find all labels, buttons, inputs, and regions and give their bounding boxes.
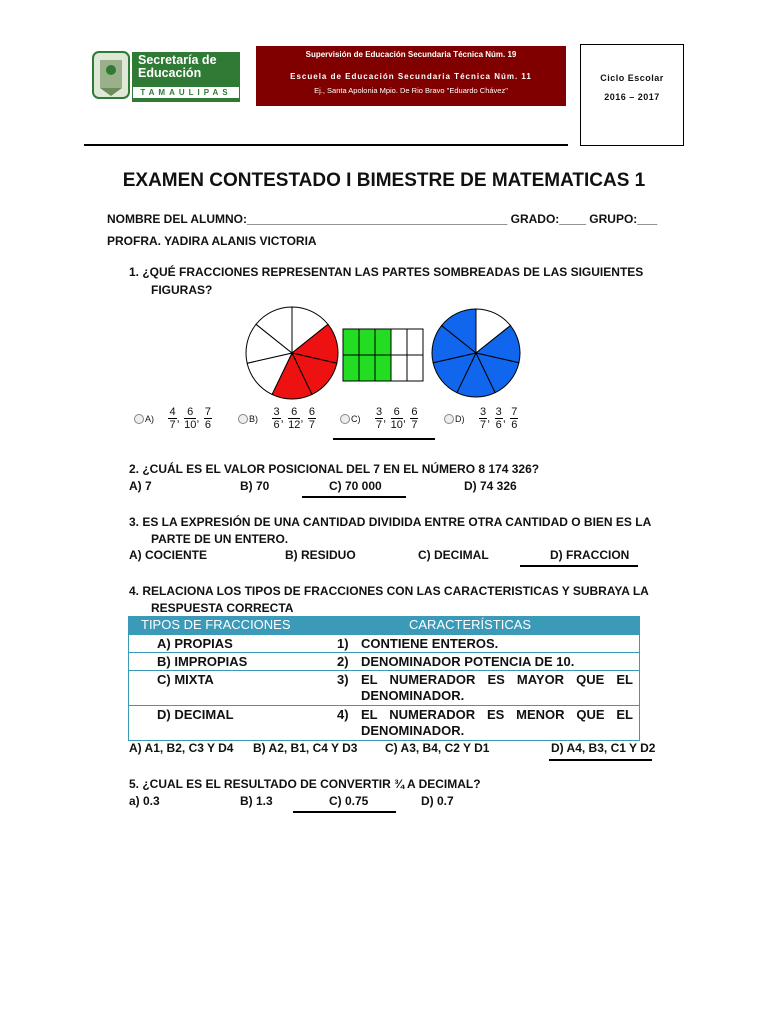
coat-of-arms-icon	[90, 46, 134, 104]
q2-option-a[interactable]: A) 7	[129, 479, 152, 493]
cycle-label: Ciclo Escolar	[600, 73, 664, 83]
cycle-box	[580, 44, 684, 146]
q5-option-b[interactable]: B) 1.3	[240, 794, 273, 808]
q3-text: 3. ES LA EXPRESIÓN DE UNA CANTIDAD DIVIDIDA ENTRE OTRA CANTIDAD O BIEN ES LA	[129, 515, 652, 529]
tamaulipas-logo	[90, 46, 242, 104]
fractions-table	[128, 616, 640, 741]
q5-option-d[interactable]: D) 0.7	[421, 794, 454, 808]
circle-figure-blue	[430, 307, 522, 399]
answer-underline-q5	[293, 811, 396, 813]
table-header	[129, 617, 639, 634]
q1-option-d[interactable]: D) $\frac{3}{7}$ , $\frac{3}{6}$ , $\frac{7}{6}$	[444, 406, 518, 431]
logo-line1: Secretaría de	[138, 53, 217, 67]
q5-option-a[interactable]: a) 0.3	[129, 794, 160, 808]
q3-option-d[interactable]: D) FRACCION	[550, 548, 630, 562]
radio-d[interactable]	[444, 414, 454, 424]
header-divider	[84, 144, 568, 146]
grid-cell	[343, 355, 359, 381]
school-line2: Escuela de Educación Secundaria Técnica Núm. 11	[290, 72, 532, 81]
q1-text-cont: FIGURAS?	[151, 283, 213, 297]
q3-option-c[interactable]: C) DECIMAL	[418, 548, 489, 562]
table-row: B) IMPROPIAS 2) DENOMINADOR POTENCIA DE 10.	[129, 652, 639, 670]
q5-option-c[interactable]: C) 0.75	[329, 794, 369, 808]
q4-text-cont: RESPUESTA CORRECTA	[151, 601, 294, 615]
teacher-line: PROFRA. YADIRA ALANIS VICTORIA	[107, 234, 317, 248]
logo-band: TAMAULIPAS	[132, 86, 240, 99]
q4-option-b[interactable]: B) A2, B1, C4 Y D3	[253, 741, 358, 755]
answer-underline-q2	[302, 496, 406, 498]
grid-cell	[391, 355, 407, 381]
q3-option-b[interactable]: B) RESIDUO	[285, 548, 356, 562]
q4-option-a[interactable]: A) A1, B2, C3 Y D4	[129, 741, 234, 755]
student-line: NOMBRE DEL ALUMNO:_______________________________________ GRADO:____ GRUPO:___	[107, 212, 658, 226]
q2-text: 2. ¿CUÁL ES EL VALOR POSICIONAL DEL 7 EN EL NÚMERO 8 174 326?	[129, 462, 540, 476]
school-line3: Ej., Santa Apolonia Mpio. De Rio Bravo "Eduardo Chávez"	[314, 86, 508, 95]
radio-c[interactable]	[340, 414, 350, 424]
q1-text: 1. ¿QUÉ FRACCIONES REPRESENTAN LAS PARTES SOMBREADAS DE LAS SIGUIENTES	[129, 265, 644, 279]
grid-cell	[375, 329, 391, 355]
q1-option-a[interactable]: A) $\frac{4}{7}$ , $\frac{6}{10}$ , $\frac{7}{6}$	[134, 406, 212, 431]
q4-option-c[interactable]: C) A3, B4, C2 Y D1	[385, 741, 490, 755]
school-banner	[256, 46, 566, 106]
table-row: C) MIXTA 3) EL NUMERADOR ES MAYOR QUE EL DENOMINADOR.	[129, 670, 639, 705]
q1-options	[134, 406, 554, 436]
grid-cell	[359, 355, 375, 381]
school-line1: Supervisión de Educación Secundaria Técnica Núm. 19	[305, 50, 517, 59]
q2-option-c[interactable]: C) 70 000	[329, 479, 382, 493]
table-header-features: CARACTERÍSTICAS	[409, 617, 532, 632]
radio-a[interactable]	[134, 414, 144, 424]
answer-underline-q3	[520, 565, 638, 567]
q2-option-d[interactable]: D) 74 326	[464, 479, 517, 493]
cycle-years: 2016 – 2017	[604, 92, 660, 102]
grid-cell	[343, 329, 359, 355]
grid-cell	[407, 329, 423, 355]
q5-text: 5. ¿CUAL ES EL RESULTADO DE CONVERTIR ¾ A DECIMAL?	[129, 777, 481, 791]
table-row: D) DECIMAL 4) EL NUMERADOR ES MENOR QUE EL DENOMINADOR.	[129, 705, 639, 740]
answer-underline-q1	[333, 438, 435, 440]
grid-cell	[359, 329, 375, 355]
radio-b[interactable]	[238, 414, 248, 424]
answer-underline-q4	[549, 759, 652, 761]
table-header-types: TIPOS DE FRACCIONES	[141, 617, 291, 632]
rectangle-figure-green	[342, 328, 424, 382]
q2-option-b[interactable]: B) 70	[240, 479, 270, 493]
circle-figure-red	[244, 305, 340, 401]
q4-option-d[interactable]: D) A4, B3, C1 Y D2	[551, 741, 656, 755]
q3-option-a[interactable]: A) COCIENTE	[129, 548, 207, 562]
table-row: A) PROPIAS 1) CONTIENE ENTEROS.	[129, 634, 639, 652]
grid-cell	[375, 355, 391, 381]
q1-option-b[interactable]: B) $\frac{3}{6}$ , $\frac{6}{12}$ , $\frac{6}{7}$	[238, 406, 316, 431]
q3-text-cont: PARTE DE UN ENTERO.	[151, 532, 289, 546]
grid-cell	[391, 329, 407, 355]
q4-text: 4. RELACIONA LOS TIPOS DE FRACCIONES CON LAS CARACTERISTICAS Y SUBRAYA LA	[129, 584, 649, 598]
logo-line2: Educación	[138, 66, 202, 80]
q1-option-c[interactable]: C) $\frac{3}{7}$ , $\frac{6}{10}$ , $\frac{6}{7}$	[340, 406, 418, 431]
grid-cell	[407, 355, 423, 381]
page-title: EXAMEN CONTESTADO I BIMESTRE DE MATEMATICAS 1	[122, 170, 646, 191]
